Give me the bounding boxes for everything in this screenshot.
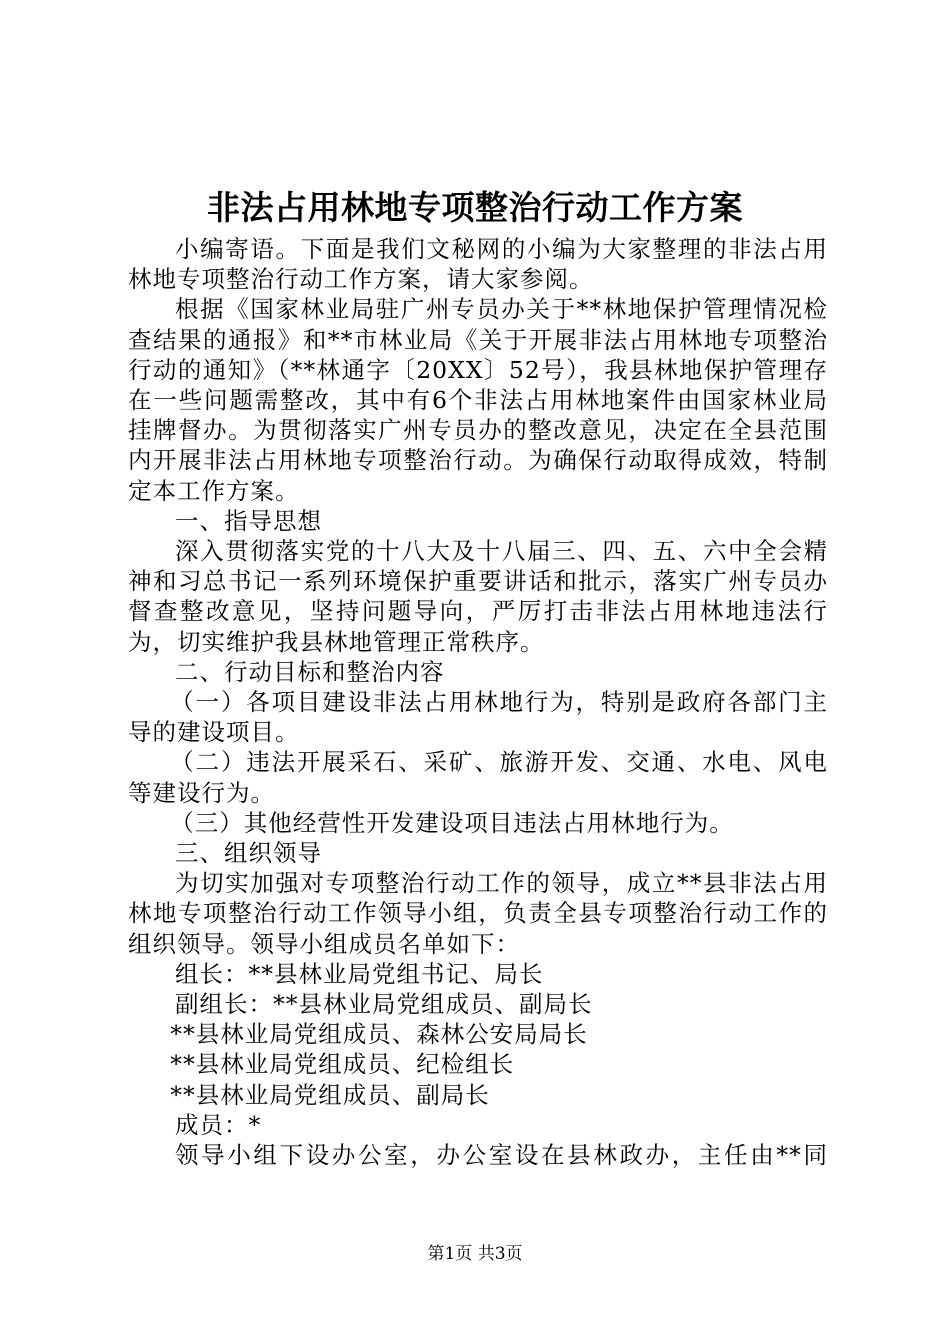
paragraph-intro: 小编寄语。下面是我们文秘网的小编为大家整理的非法占用林地专项整治行动工作方案，请大家参阅。 xyxy=(128,235,828,294)
paragraph-office: 领导小组下设办公室，办公室设在县林政办，主任由**同 xyxy=(175,1141,828,1170)
section-heading-organization: 三、组织领导 xyxy=(175,839,322,868)
member-deputy-2: **县林业局党组成员、森林公安局局长 xyxy=(170,1020,588,1049)
member-deputy-3: **县林业局党组成员、纪检组长 xyxy=(170,1050,515,1079)
document-title: 非法占用林地专项整治行动工作方案 xyxy=(207,188,743,227)
list-item-goal-3: （三）其他经营性开发建设项目违法占用林地行为。 xyxy=(170,808,734,837)
member-leader: 组长：**县林业局党组书记、局长 xyxy=(175,959,544,988)
paragraph-organization: 为切实加强对专项整治行动工作的领导，成立**县非法占用林地专项整治行动工作领导小组，负责全县专项整治行动工作的组织领导。领导小组成员名单如下： xyxy=(128,869,828,958)
document-body xyxy=(128,234,828,1170)
list-item-goal-2: （二）违法开展采石、采矿、旅游开发、交通、水电、风电等建设行为。 xyxy=(128,748,828,807)
member-deputy-leader: 副组长：**县林业局党组成员、副局长 xyxy=(175,990,593,1019)
member-deputy-4: **县林业局党组成员、副局长 xyxy=(170,1080,490,1109)
section-heading-goals: 二、行动目标和整治内容 xyxy=(175,657,445,686)
list-item-goal-1: （一）各项目建设非法占用林地行为，特别是政府各部门主导的建设项目。 xyxy=(128,688,828,747)
page-number-footer: 第1页 共3页 xyxy=(427,1244,523,1264)
member-others: 成员：* xyxy=(175,1110,262,1139)
section-heading-guiding-thought: 一、指导思想 xyxy=(175,506,322,535)
paragraph-guiding-thought: 深入贯彻落实党的十八大及十八届三、四、五、六中全会精神和习总书记一系列环境保护重要讲话和批示，落实广州专员办督查整改意见，坚持问题导向，严厉打击非法占用林地违法行为，切实维护我县林地管理正常秩序。 xyxy=(128,537,828,656)
paragraph-background: 根据《国家林业局驻广州专员办关于**林地保护管理情况检查结果的通报》和**市林业局《关于开展非法占用林地专项整治行动的通知》（**林通字〔20XX〕52号），我县林地保护管理存在一些问题需整改，其中有6个非法占用林地案件由国家林业局挂牌督办。为贯彻落实广州专员办的整改意见，决定在全县范围内开展非法占用林地专项整治行动。为确保行动取得成效，特制定本工作方案。 xyxy=(128,295,828,505)
